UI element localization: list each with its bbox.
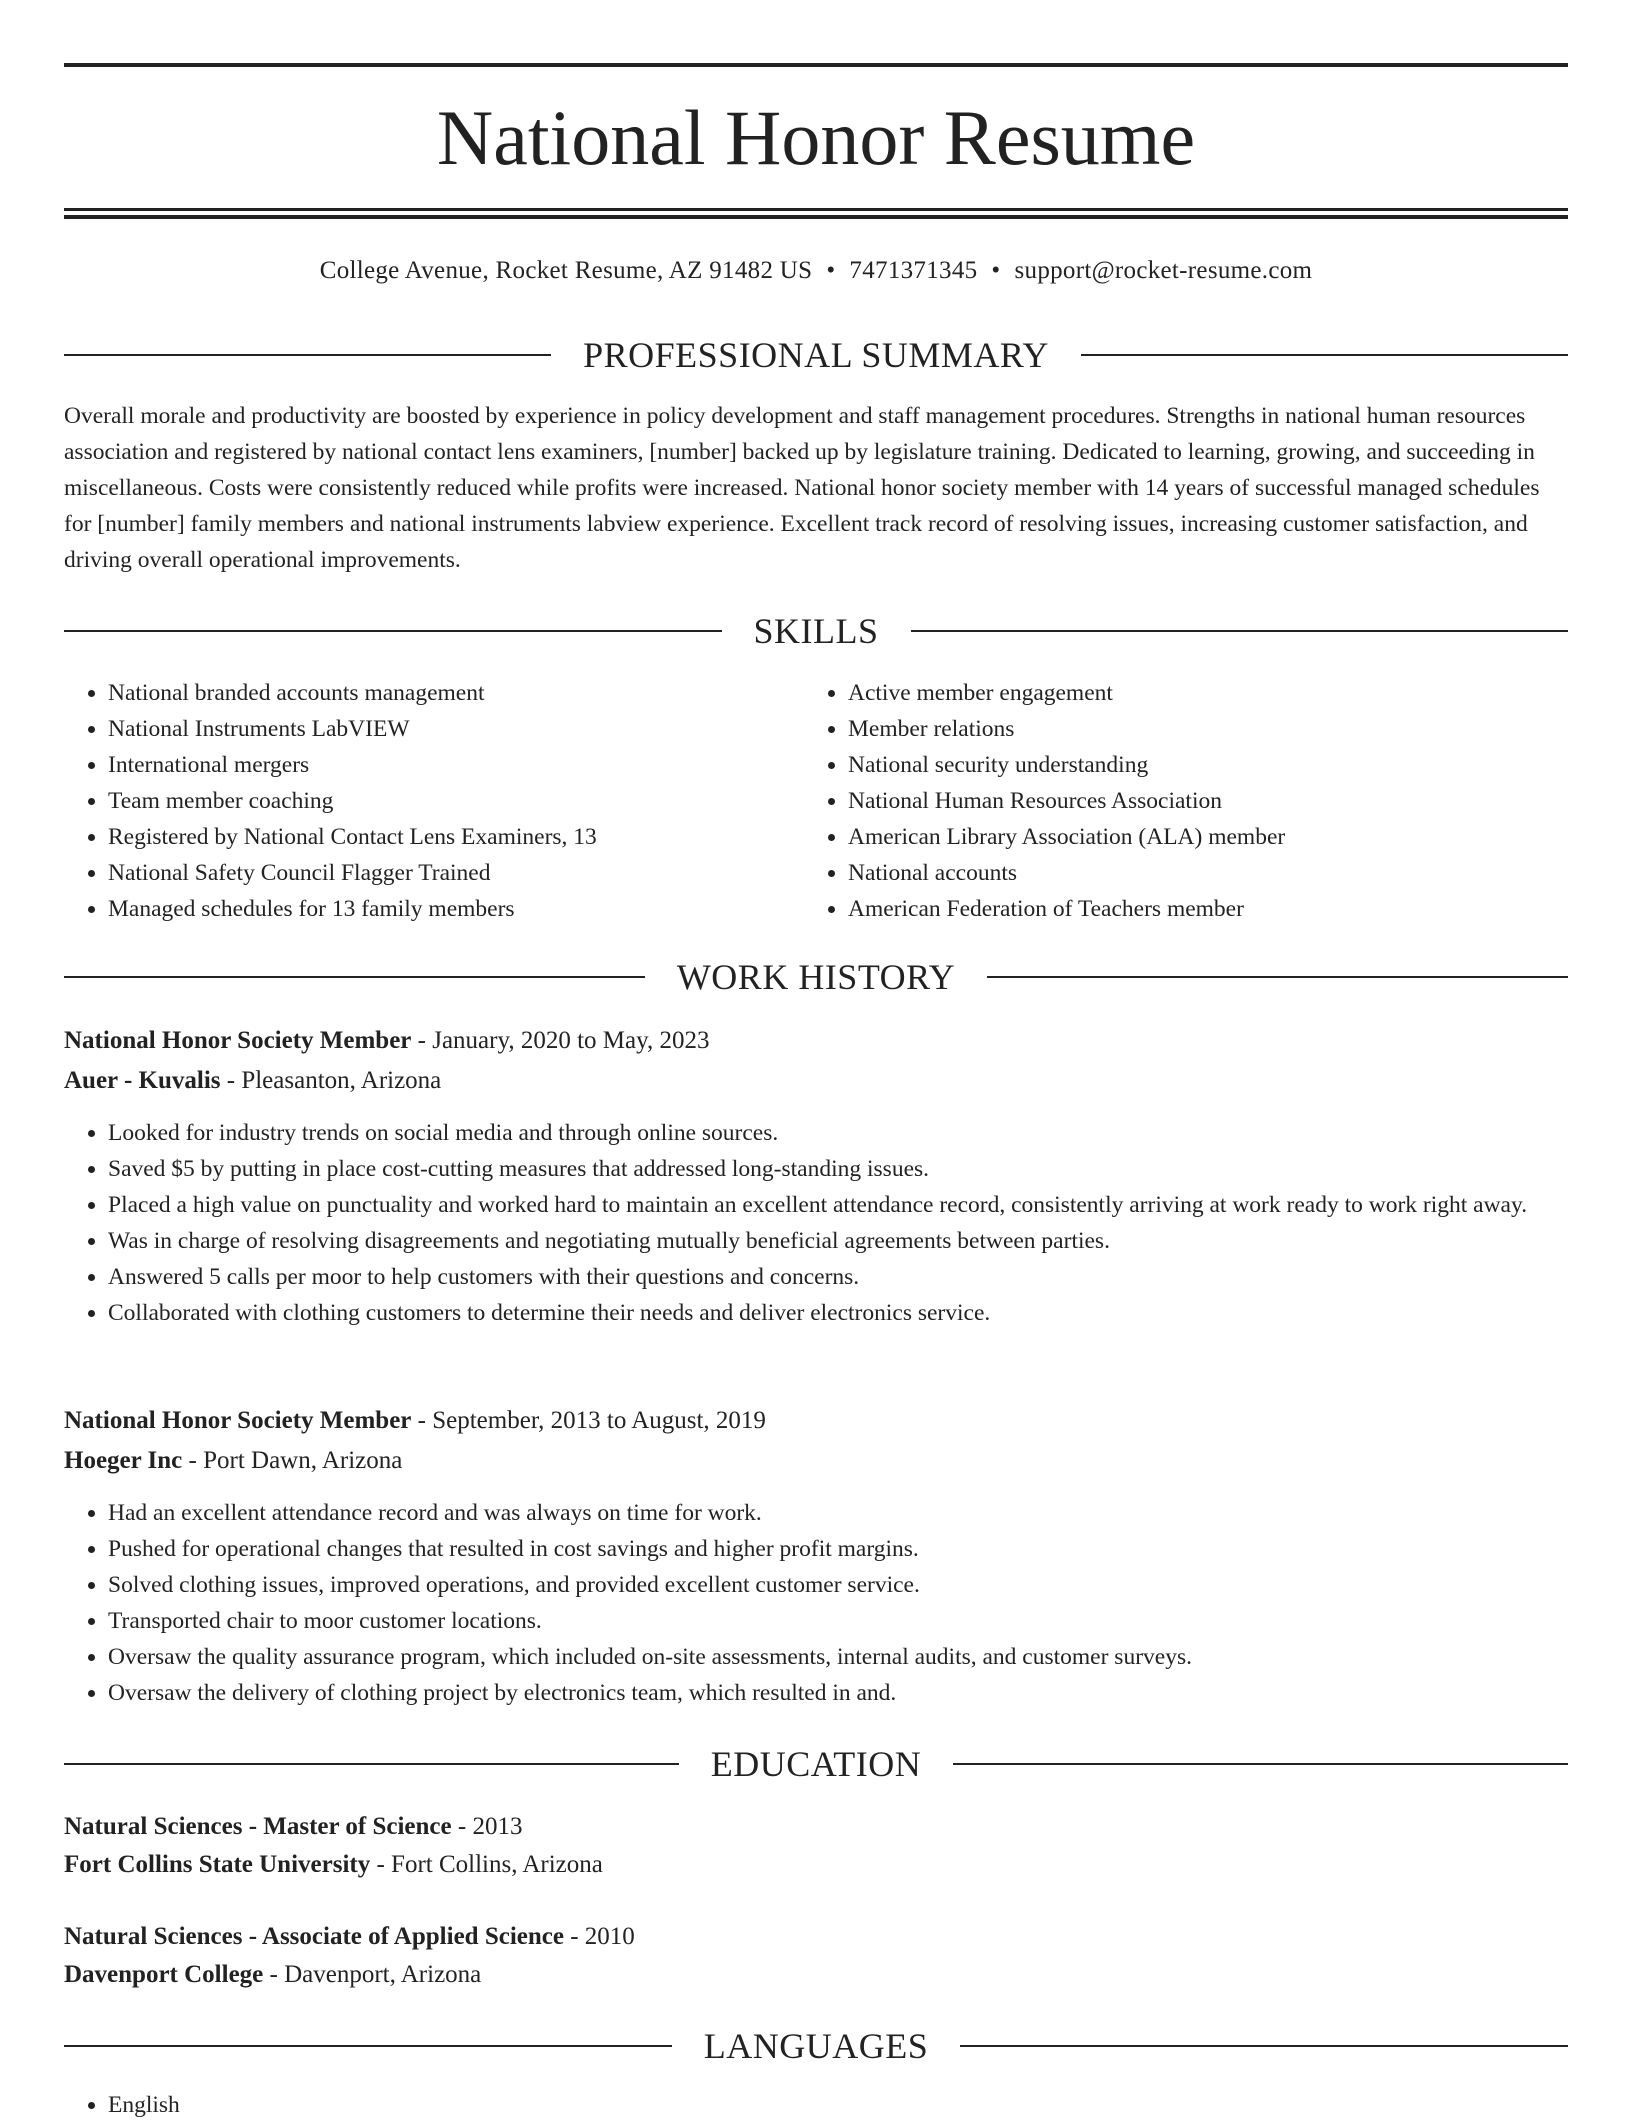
job-company-line	[64, 1442, 1568, 1480]
education-heading	[64, 1741, 1568, 1787]
list-item: • Oversaw the quality assurance program, which included on-site assessments, internal audits, and customer surveys.	[108, 1639, 1568, 1675]
job-company: Hoeger Inc	[64, 1447, 183, 1474]
education-degree-line	[64, 1808, 1568, 1846]
contact-separator: •	[826, 257, 836, 284]
job-company: Auer - Kuvalis	[64, 1067, 221, 1094]
education-year: - 2010	[563, 1923, 635, 1950]
skills-column-right	[806, 675, 1548, 927]
list-item: • Looked for industry trends on social media and through online sources.	[108, 1115, 1568, 1151]
contact-separator: •	[991, 257, 1001, 284]
job-bullets	[64, 1115, 1568, 1331]
list-item: • Pushed for operational changes that resulted in cost savings and higher profit margins.	[108, 1531, 1568, 1567]
resume-name: National Honor Resume	[436, 94, 1196, 181]
list-item: • Placed a high value on punctuality and worked hard to maintain an excellent attendance record, consistently arriving at work ready to work right away.	[108, 1187, 1568, 1223]
contact-phone: 7471371345	[849, 257, 978, 284]
job-company-line	[64, 1062, 1568, 1100]
list-item: • Had an excellent attendance record and was always on time for work.	[108, 1495, 1568, 1531]
list-item: • American Library Association (ALA) member	[848, 819, 1548, 855]
list-item: • Oversaw the delivery of clothing project by electronics team, which resulted in and.	[108, 1675, 1568, 1711]
job-location: - Port Dawn, Arizona	[182, 1447, 403, 1474]
job-dates: - January, 2020 to May, 2023	[411, 1027, 710, 1054]
list-item: • National accounts	[848, 855, 1548, 891]
heading-rule	[960, 2045, 1568, 2047]
job-bullets	[64, 1495, 1568, 1711]
top-rule	[64, 63, 1568, 67]
contact-email: support@rocket-resume.com	[1014, 257, 1313, 284]
list-item: • American Federation of Teachers member	[848, 891, 1548, 927]
list-item: • Registered by National Contact Lens Examiners, 13	[108, 819, 806, 855]
education-school: Davenport College	[64, 1961, 264, 1988]
education-degree: Natural Sciences - Master of Science	[64, 1813, 452, 1840]
heading-rule	[1081, 354, 1568, 356]
education-degree-line	[64, 1918, 1568, 1956]
education-school-line	[64, 1846, 1568, 1884]
contact-line	[64, 252, 1568, 290]
education-school-line	[64, 1956, 1568, 1994]
education-location: - Fort Collins, Arizona	[370, 1851, 603, 1878]
list-item: • Active member engagement	[848, 675, 1548, 711]
job-title: National Honor Society Member	[64, 1027, 412, 1054]
heading-rule	[64, 354, 551, 356]
list-item: • National Instruments LabVIEW	[108, 711, 806, 747]
heading-rule	[64, 1763, 679, 1765]
education-degree: Natural Sciences - Associate of Applied Science	[64, 1923, 564, 1950]
heading-rule	[911, 630, 1569, 632]
heading-rule	[64, 2045, 672, 2047]
skills-column-left	[64, 675, 806, 927]
skills-heading	[64, 608, 1568, 654]
list-item: • Managed schedules for 13 family members	[108, 891, 806, 927]
section-title: PROFESSIONAL SUMMARY	[583, 335, 1049, 375]
contact-address: College Avenue, Rocket Resume, AZ 91482 US	[319, 257, 813, 284]
work-heading	[64, 954, 1568, 1000]
job-title: National Honor Society Member	[64, 1407, 412, 1434]
list-item: • Saved $5 by putting in place cost-cutting measures that addressed long-standing issues.	[108, 1151, 1568, 1187]
name-double-rule	[64, 208, 1568, 219]
skills-list	[64, 675, 1568, 927]
job-title-line	[64, 1022, 1568, 1060]
heading-rule	[987, 976, 1568, 978]
list-item: • English	[108, 2087, 1568, 2123]
list-item: • Solved clothing issues, improved operations, and provided excellent customer service.	[108, 1567, 1568, 1603]
list-item: • Collaborated with clothing customers to determine their needs and deliver electronics service.	[108, 1295, 1568, 1331]
section-title: LANGUAGES	[703, 2026, 929, 2066]
list-item: • Was in charge of resolving disagreements and negotiating mutually beneficial agreements between parties.	[108, 1223, 1568, 1259]
languages-heading	[64, 2023, 1568, 2069]
languages-list	[64, 2087, 1568, 2123]
heading-rule	[953, 1763, 1568, 1765]
education-location: - Davenport, Arizona	[263, 1961, 482, 1988]
section-title: EDUCATION	[710, 1744, 922, 1784]
list-item: • National branded accounts management	[108, 675, 806, 711]
list-item: • National Safety Council Flagger Trained	[108, 855, 806, 891]
heading-rule	[64, 976, 645, 978]
list-item: • Member relations	[848, 711, 1548, 747]
section-title: SKILLS	[753, 611, 879, 651]
education-school: Fort Collins State University	[64, 1851, 371, 1878]
list-item: • Transported chair to moor customer locations.	[108, 1603, 1568, 1639]
summary-heading	[64, 332, 1568, 378]
list-item: • Team member coaching	[108, 783, 806, 819]
list-item: • International mergers	[108, 747, 806, 783]
education-year: - 2013	[451, 1813, 523, 1840]
job-location: - Pleasanton, Arizona	[220, 1067, 442, 1094]
summary-text: Overall morale and productivity are boosted by experience in policy development and staff management procedures. Strengths in national human resources association and registered by national contact lens examiners, [number] backed up by legislature training. Dedicated to learning, growing, and succeeding in miscellaneous. Costs were consistently reduced while profits were increased. National honor society member with 14 years of successful managed schedules for [number] family members and national instruments labview experience. Excellent track record of resolving issues, increasing customer satisfaction, and driving overall operational improvements.	[64, 403, 1540, 573]
list-item: • National Human Resources Association	[848, 783, 1548, 819]
list-item: • National security understanding	[848, 747, 1548, 783]
heading-rule	[64, 630, 722, 632]
section-title: WORK HISTORY	[676, 957, 956, 997]
job-title-line	[64, 1402, 1568, 1440]
list-item: • Answered 5 calls per moor to help customers with their questions and concerns.	[108, 1259, 1568, 1295]
job-dates: - September, 2013 to August, 2019	[411, 1407, 766, 1434]
